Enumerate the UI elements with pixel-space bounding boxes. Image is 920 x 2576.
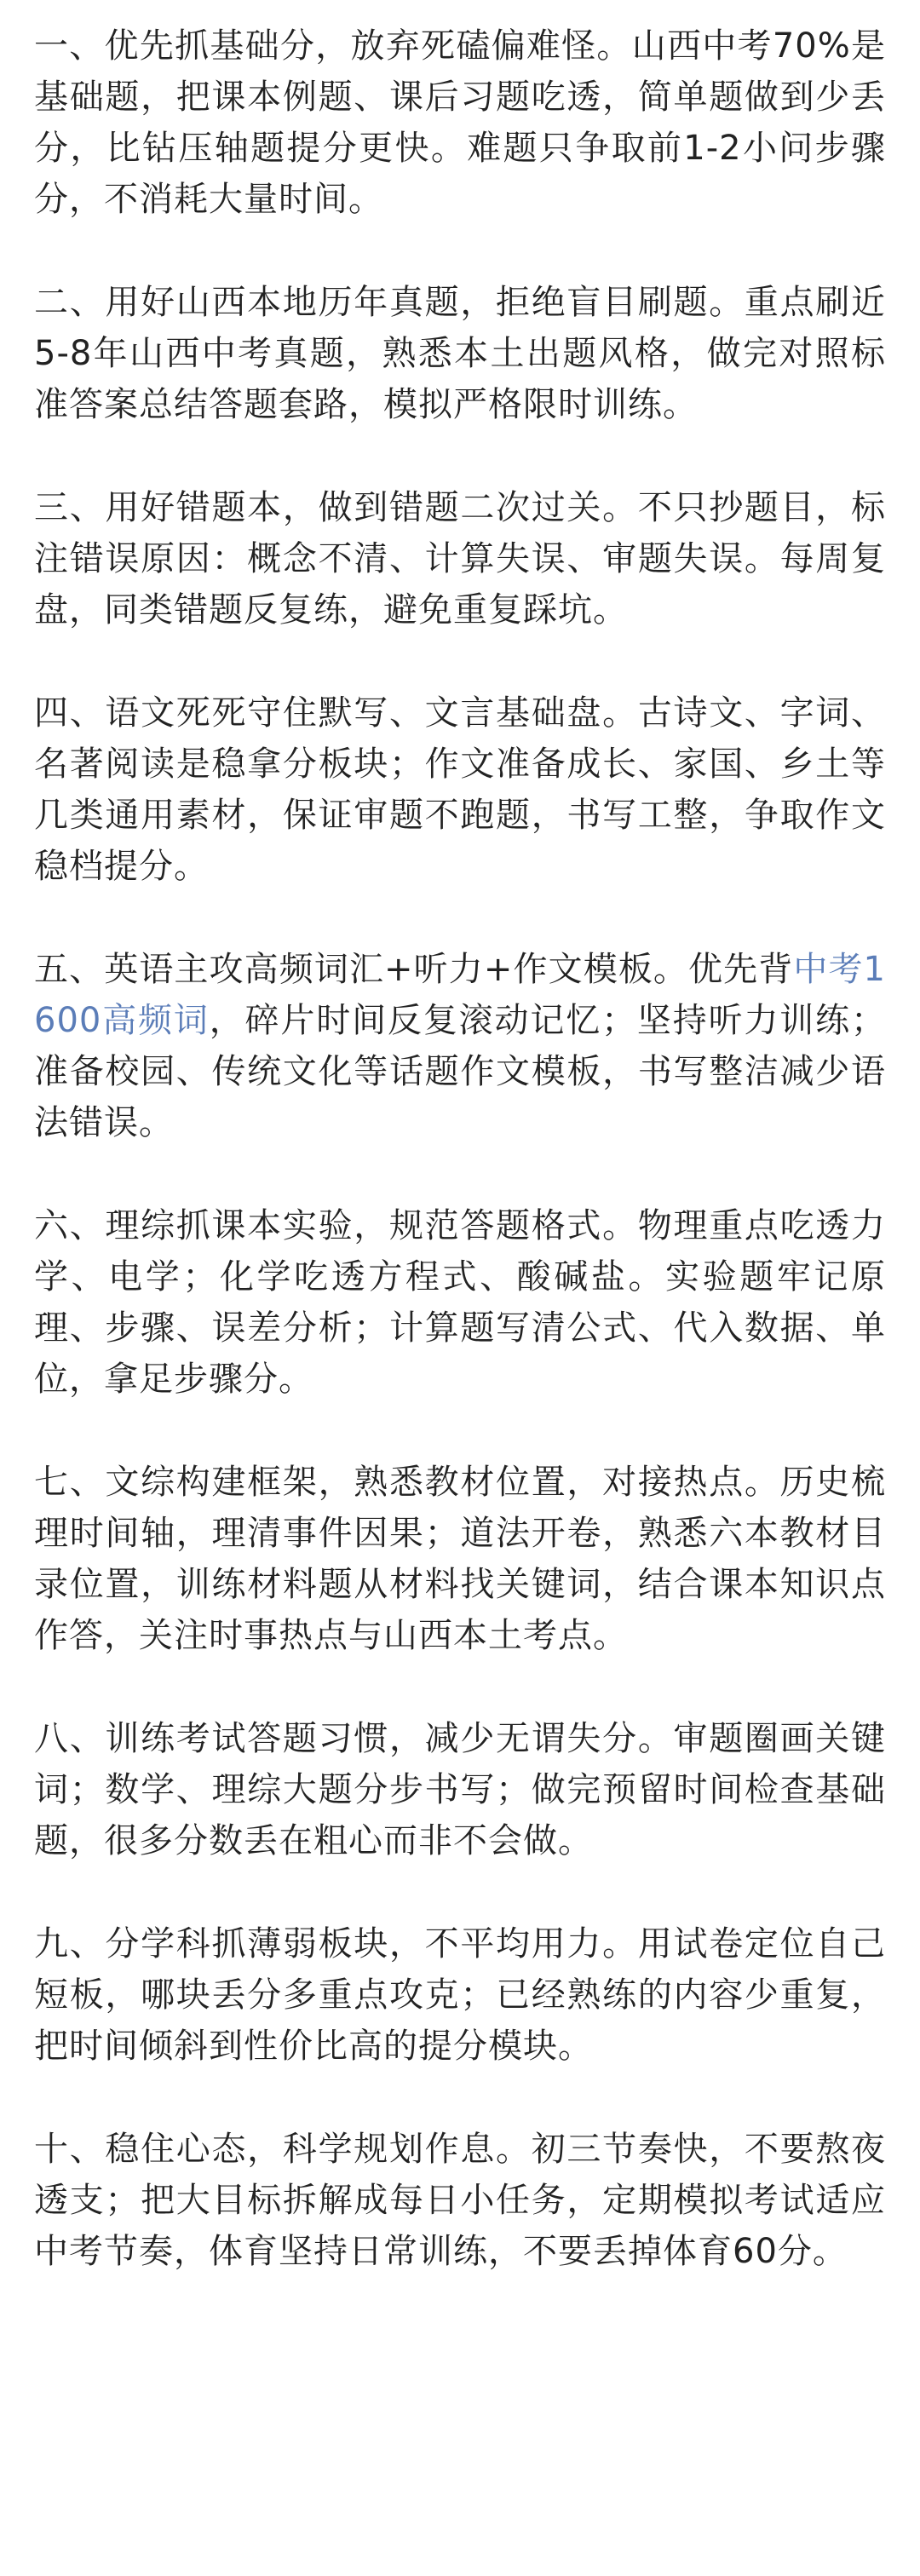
paragraph-8: 八、训练考试答题习惯，减少无谓失分。审题圈画关键词；数学、理综大题分步书写；做完预留时间检查基础题，很多分数丢在粗心而非不会做。: [34, 1719, 886, 1860]
paragraph-7: 七、文综构建框架，熟悉教材位置，对接热点。历史梳理时间轴，理清事件因果；道法开卷，熟悉六本教材目录位置，训练材料题从材料找关键词，结合课本知识点作答，关注时事热点与山西本土考点。: [34, 1463, 886, 1655]
paragraph-5-tail-text: ，碎片时间反复滚动记忆；坚持听力训练；准备校园、传统文化等话题作文模板，书写整洁减少语法错误。: [34, 1001, 887, 1142]
paragraph-3: 三、用好错题本，做到错题二次过关。不只抄题目，标注错误原因：概念不清、计算失误、审题失误。每周复盘，同类错题反复练，避免重复踩坑。: [34, 488, 886, 630]
paragraph-5: [34, 944, 886, 1148]
paragraph-10: 十、稳住心态，科学规划作息。初三节奏快，不要熬夜透支；把大目标拆解成每日小任务，定期模拟考试适应中考节奏，体育坚持日常训练，不要丢掉体育60分。: [34, 2130, 886, 2271]
paragraph-5-lead-text: 五、英语主攻高频词汇+听力+作文模板。优先背: [34, 950, 794, 989]
paragraph-4: 四、语文死死守住默写、文言基础盘。古诗文、字词、名著阅读是稳拿分板块；作文准备成长、家国、乡土等几类通用素材，保证审题不跑题，书写工整，争取作文稳档提分。: [34, 693, 886, 886]
paragraph-1: 一、优先抓基础分，放弃死磕偏难怪。山西中考70%是基础题，把课本例题、课后习题吃透，简单题做到少丢分，比钻压轴题提分更快。难题只争取前1-2小问步骤分，不消耗大量时间。: [34, 26, 886, 219]
paragraph-6: 六、理综抓课本实验，规范答题格式。物理重点吃透力学、电学；化学吃透方程式、酸碱盐。实验题牢记原理、步骤、误差分析；计算题写清公式、代入数据、单位，拿足步骤分。: [34, 1206, 886, 1399]
vocabulary-link[interactable]: 中考1600高频词: [34, 950, 887, 1040]
paragraph-2: 二、用好山西本地历年真题，拒绝盲目刷题。重点刷近5-8年山西中考真题，熟悉本土出题风格，做完对照标准答案总结答题套路，模拟严格限时训练。: [34, 283, 886, 424]
paragraph-9: 九、分学科抓薄弱板块，不平均用力。用试卷定位自己短板，哪块丢分多重点攻克；已经熟练的内容少重复，把时间倾斜到性价比高的提分模块。: [34, 1924, 886, 2066]
